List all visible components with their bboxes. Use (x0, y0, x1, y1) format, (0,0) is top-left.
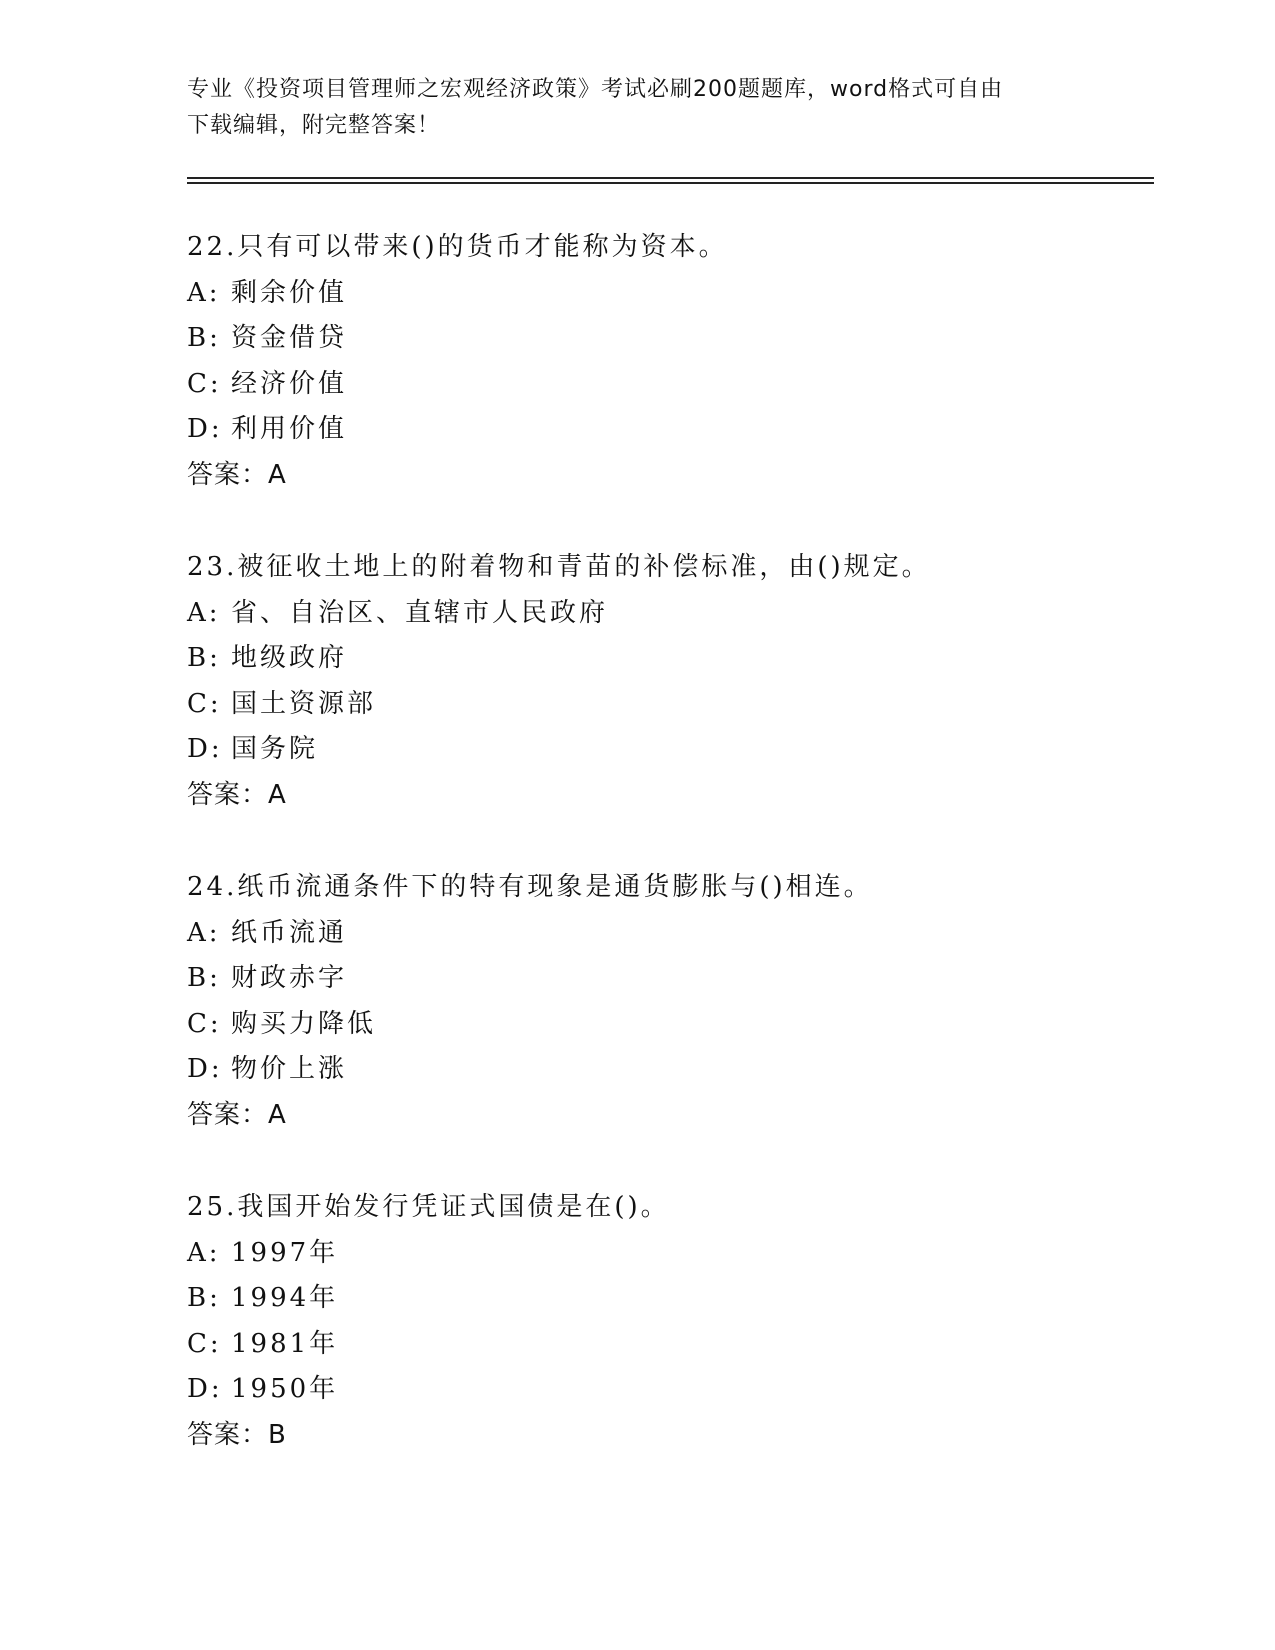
option-letter: B: (187, 643, 221, 673)
option-d (187, 407, 1147, 453)
option-c (187, 362, 1147, 408)
option-letter: A: (187, 1237, 221, 1268)
option-text: 物价上涨 (231, 1054, 348, 1084)
question-stem: 23.被征收土地上的附着物和青苗的补偿标准，由()规定。 (187, 552, 931, 582)
option-b (187, 956, 1147, 1002)
option-text: 1994年 (231, 1283, 339, 1313)
option-d (187, 727, 1147, 773)
option-letter: C: (187, 1008, 222, 1039)
option-text: 地级政府 (231, 643, 348, 673)
option-text: 剩余价值 (231, 277, 348, 308)
option-letter: A: (187, 277, 221, 308)
option-d (187, 1367, 1147, 1413)
option-letter: B: (187, 323, 221, 353)
question-stem: 22.只有可以带来()的货币才能称为资本。 (187, 232, 728, 262)
option-text: 利用价值 (231, 414, 348, 444)
option-letter: B: (187, 963, 221, 993)
option-text: 1981年 (231, 1328, 339, 1359)
answer: 答案：A (187, 459, 287, 490)
option-a (187, 911, 1147, 957)
option-c (187, 1002, 1147, 1048)
option-letter: A: (187, 597, 221, 628)
option-text: 国务院 (231, 734, 319, 764)
option-letter: D: (187, 1374, 223, 1404)
option-letter: C: (187, 688, 222, 719)
option-text: 1997年 (231, 1237, 339, 1268)
header-line-1: 专业《投资项目管理师之宏观经济政策》考试必刷200题题库，word格式可自由 (187, 77, 1004, 102)
option-text: 1950年 (231, 1374, 339, 1404)
question-22 (187, 225, 1147, 498)
question-25 (187, 1185, 1147, 1458)
option-text: 国土资源部 (231, 688, 377, 719)
option-letter: D: (187, 734, 223, 764)
option-a (187, 271, 1147, 317)
option-c (187, 682, 1147, 728)
option-text: 财政赤字 (231, 963, 348, 993)
option-b (187, 1276, 1147, 1322)
option-letter: D: (187, 1054, 223, 1084)
option-text: 纸币流通 (231, 917, 348, 948)
answer: 答案：A (187, 779, 287, 810)
option-c (187, 1322, 1147, 1368)
header-line-2: 下载编辑，附完整答案！ (187, 113, 441, 138)
option-text: 购买力降低 (231, 1008, 377, 1039)
option-text: 经济价值 (231, 368, 348, 399)
question-stem: 25.我国开始发行凭证式国债是在()。 (187, 1192, 670, 1222)
option-text: 资金借贷 (231, 323, 348, 353)
option-letter: C: (187, 1328, 222, 1359)
header-divider-top (187, 177, 1154, 179)
header-divider-bottom (187, 182, 1154, 184)
option-b (187, 636, 1147, 682)
option-letter: D: (187, 414, 223, 444)
option-letter: A: (187, 917, 221, 948)
answer: 答案：B (187, 1419, 287, 1450)
question-23 (187, 545, 1147, 818)
option-letter: B: (187, 1283, 221, 1313)
option-text: 省、自治区、直辖市人民政府 (231, 597, 609, 628)
question-24 (187, 865, 1147, 1138)
document-header (187, 72, 1067, 144)
option-a (187, 1231, 1147, 1277)
option-letter: C: (187, 368, 222, 399)
option-b (187, 316, 1147, 362)
option-d (187, 1047, 1147, 1093)
question-stem: 24.纸币流通条件下的特有现象是通货膨胀与()相连。 (187, 872, 873, 902)
answer: 答案：A (187, 1099, 287, 1130)
option-a (187, 591, 1147, 637)
